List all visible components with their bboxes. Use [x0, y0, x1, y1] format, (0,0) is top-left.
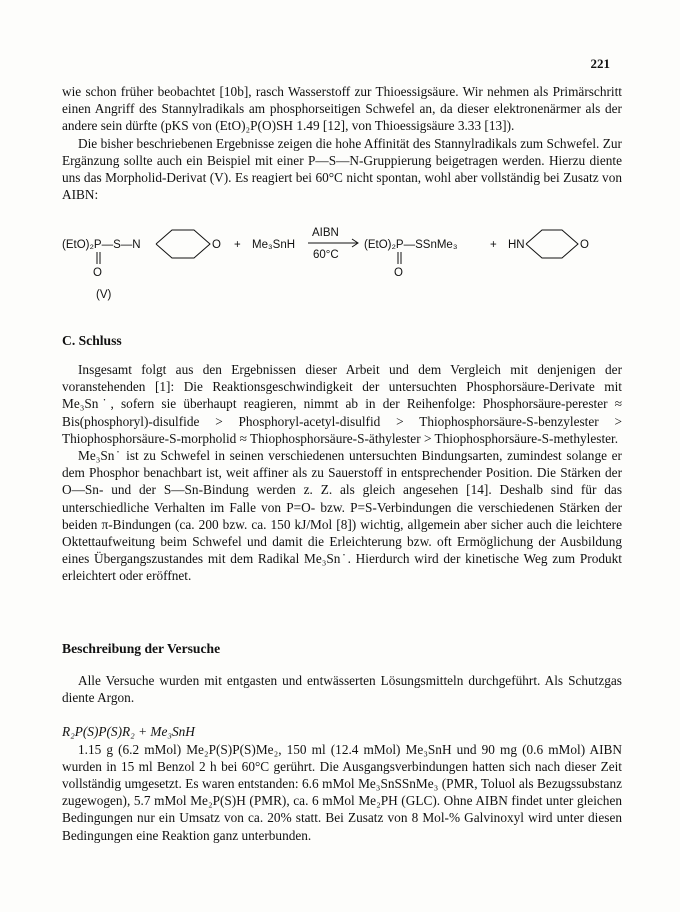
conclusion-section [62, 332, 622, 349]
paragraph-6: 1.15 g (6.2 mMol) Me₂P(S)P(S)Me₂, 150 ml (12.4 mMol) Me₃SnH und 90 mg (0.6 mMol) AIBN wurden in 15 ml Benzol 2 h bei 60°C gerührt. Die Ausgangsverbindungen hatten sich nach dieser Zeit vollständig umgesetzt. Es waren entstanden: 6.6 mMol Me₃SnSSnMe₃ (PMR, Toluol als Bezugssubstanz zugewogen), 5.7 mMol Me₂P(S)H (PMR), ca. 6 mMol Me₂PH (GLC). Ohne AIBN findet unter gleichen Bedingungen nur ein Umsatz von ca. 20% statt. Bei Zusatz von 8 Mol-% Galvinoxyl wird unter diesen Bedingungen eine Reaktion ganz unterbunden. [62, 741, 622, 843]
heading-experimental: Beschreibung der Versuche [62, 641, 221, 656]
experimental-heading-block [62, 640, 622, 657]
subheading-reaction: R₂P(S)P(S)R₂ + Me₃SnH [62, 724, 195, 740]
scheme-ring-oxygen: O [212, 239, 221, 251]
experimental-body [62, 672, 622, 844]
scheme-arrow-bottom: 60°C [313, 249, 339, 261]
scheme-p-oxygen: O [93, 267, 102, 279]
intro-block [62, 83, 622, 203]
scheme-reactant: (EtO)₂P—S—N [62, 239, 141, 251]
paragraph-4: Me₃Sn˙ ist zu Schwefel in seinen verschiedenen untersuchten Bindungsarten, zumindest solange er dem Phosphor benachbart ist, weit affiner als zu Sauerstoff in entsprechender Position. Die Stärken der O—Sn- und der S—Sn-Bindung werden z. Z. als gleich angesehen [14]. Deshalb sind für das unterschiedliche Verhalten im Falle von P=O- bzw. P=S-Verbindungen die verschiedenen Stärken der beiden π-Bindungen (ca. 200 bzw. ca. 150 kJ/Mol [8]) wichtig, allgemein aber sicher auch die leichtere Oktettaufweitung beim Schwefel und damit die Erleichterung bzw. oft Ermöglichung der Ausbildung eines Übergangszustandes mit dem Radikal Me₃Sn˙. Hierdurch wird der kinetische Weg zum Produkt erleichtert oder eröffnet. [62, 448, 622, 584]
scheme-arrow-top: AIBN [312, 227, 339, 239]
scheme-reagent: Me₃SnH [252, 239, 296, 251]
scheme-compound-label: (V) [96, 289, 112, 301]
scheme-plus-1: + [234, 239, 241, 251]
scheme-product-1-oxygen: O [394, 267, 403, 279]
page-number: 221 [590, 56, 610, 71]
conclusion-body [62, 361, 622, 585]
scheme-product-2-hn: HN [508, 239, 525, 251]
paragraph-5: Alle Versuche wurden mit entgasten und entwässerten Lösungsmitteln durchgeführt. Als Schutzgas diente Argon. [62, 673, 622, 706]
paragraph-2: Die bisher beschriebenen Ergebnisse zeigen die hohe Affinität des Stannylradikals zum Schwefel. Zur Ergänzung sollte auch ein Beispiel mit einer P—S—N-Gruppierung beigetragen werden. Hierzu diente uns das Morpholid-Derivat (V). Es reagiert bei 60°C nicht spontan, wohl aber vollständig bei Zusatz von AIBN: [62, 135, 622, 203]
paragraph-1: wie schon früher beobachtet [10b], rasch Wasserstoff zur Thioessigsäure. Wir nehmen als Primärschritt einen Angriff des Stannylradikals am phosphorseitigen Schwefel an, da dieser elektronenärmer als der andere sein dürfte (pKS von (EtO)₂P(O)SH 1.49 [12], von Thioessigsäure 3.33 [13]). [62, 84, 622, 134]
paragraph-3: Insgesamt folgt aus den Ergebnissen dieser Arbeit und dem Vergleich mit denjenigen der voranstehenden [1]: Die Reaktionsgeschwindigkeit der untersuchten Phosphorsäure-Derivate mit Me₃Sn˙, sofern sie überhaupt reagieren, nimmt ab in der Reihenfolge: Phosphorsäure-perester ≈ Bis(phosphoryl)-disulfide > Phosphoryl-acetyl-disulfid > Thiophosphorsäure-S-benzylester > Thiophosphorsäure-S-morpholid ≈ Thiophosphorsäure-S-äthylester > Thiophosphorsäure-S-methylester. [62, 362, 622, 446]
scheme-product-2-oxygen: O [580, 239, 589, 251]
reaction-scheme [62, 222, 622, 302]
scheme-plus-2: + [490, 239, 497, 251]
scheme-product-1: (EtO)₂P—SSnMe₃ [364, 239, 458, 251]
heading-c: C. Schluss [62, 333, 122, 348]
